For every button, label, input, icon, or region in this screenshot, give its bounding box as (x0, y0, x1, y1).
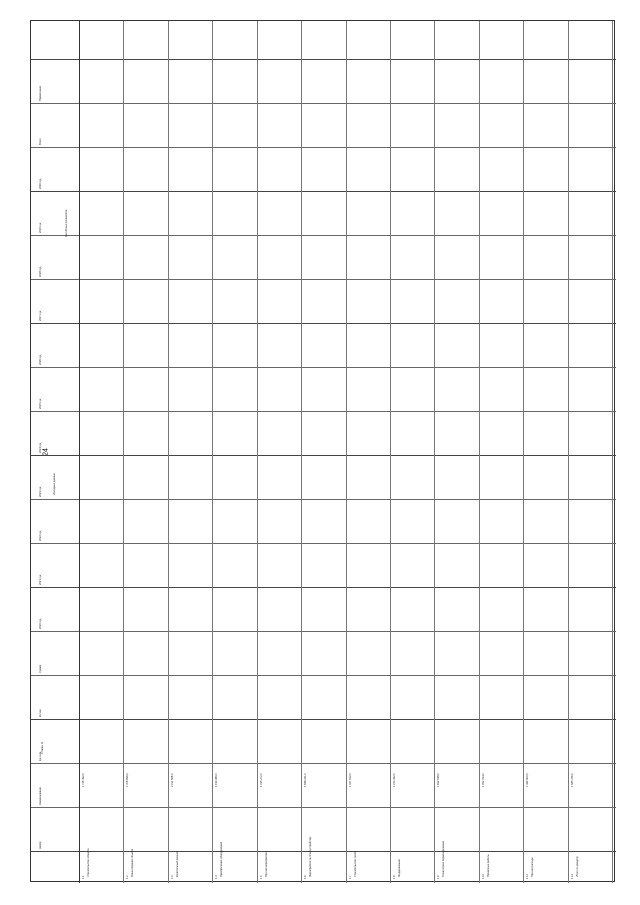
row-code: 1.4 (215, 875, 218, 879)
row-name: Проектные работы (487, 854, 490, 877)
table-column-divider (31, 851, 616, 852)
row-total: 1 315 272,0 (260, 773, 263, 787)
column-header-label: 2028 год (39, 266, 42, 277)
table-column-divider (31, 763, 616, 764)
row-total: 2 011 568,0 (171, 773, 174, 787)
row-code: 1.9 (437, 875, 440, 879)
column-header-label: Кол-во (39, 708, 42, 717)
column-header-label: 2025 год (39, 398, 42, 409)
table-column-divider (31, 587, 616, 588)
table-row-divider (168, 21, 169, 883)
row-code: 1.11 (526, 874, 529, 879)
row-total: 1 726 492,0 (82, 773, 85, 787)
row-name: Модернизация (398, 859, 401, 877)
page-number: 24 (42, 448, 50, 456)
table-column-divider (31, 191, 616, 192)
column-header-label: 2027 год (39, 310, 42, 321)
table-column-divider (31, 59, 616, 60)
column-header-label: Примечание (39, 85, 42, 101)
row-total: 1 848 221,0 (304, 773, 307, 787)
table-column-divider (31, 323, 616, 324)
table-column-divider (31, 807, 616, 808)
row-name: Строительство сетей (354, 851, 357, 877)
row-code: 1.5 (260, 875, 263, 879)
table-row-divider (346, 21, 347, 883)
table-row-divider (212, 21, 213, 883)
row-name: Прочие расходы (531, 857, 534, 877)
row-total: 1 193 480,0 (215, 773, 218, 787)
row-name: Реконструкция объекта (131, 848, 134, 877)
header-divider (79, 21, 80, 883)
row-total: 1 585 766,0 (571, 773, 574, 787)
table-row-divider (434, 21, 435, 883)
column-header-label: 2030 год (39, 178, 42, 189)
row-code: 1.2 (126, 875, 129, 879)
column-header-label: 2029 год (39, 222, 42, 233)
table-column-divider (31, 103, 616, 104)
column-header-label: 2022 год (39, 530, 42, 541)
header-group-label: Расчётные показатели (65, 209, 68, 237)
column-header-label: 2023 год (39, 486, 42, 497)
table-column-divider (31, 631, 616, 632)
table-column-divider (31, 411, 616, 412)
column-header-label: 2026 год (39, 354, 42, 365)
row-total: 1 210 432,0 (393, 773, 396, 787)
table-row-divider (390, 21, 391, 883)
table-column-divider (31, 675, 616, 676)
row-code: 1.12 (571, 873, 574, 879)
table-column-divider (31, 543, 616, 544)
table-row-divider (123, 21, 124, 883)
row-name: Техническое перевооружение (442, 840, 445, 877)
table-column-divider (31, 499, 616, 500)
column-header-label: 2021 год (39, 574, 42, 585)
row-name: Прочие мероприятия (265, 851, 268, 877)
row-total: 1 476 836,0 (126, 773, 129, 787)
table-column-divider (31, 279, 616, 280)
table-column-divider (31, 367, 616, 368)
column-header-label: Шифр (39, 841, 42, 849)
table-row-divider (479, 21, 480, 883)
row-code: 1.10 (482, 873, 485, 879)
table-row-divider (568, 21, 569, 883)
row-code: 1.7 (349, 875, 352, 879)
row-name: Мероприятия по благоустройству (309, 836, 312, 877)
row-name: Итого по разделу (576, 856, 579, 877)
header-group-label: Ставки, % (41, 741, 44, 754)
table-column-divider (31, 235, 616, 236)
row-code: 1.1 (82, 875, 85, 879)
table-row-divider (523, 21, 524, 883)
column-header-label: Наименование (39, 787, 42, 805)
row-name: Капитальный ремонт (176, 851, 179, 877)
table-row-divider (257, 21, 258, 883)
table-row-divider (612, 21, 613, 883)
column-header-label: 2020 год (39, 618, 42, 629)
table-column-divider (31, 719, 616, 720)
table-column-divider (31, 147, 616, 148)
rotated-data-table (30, 20, 615, 882)
header-group-label: Исходные данные (53, 473, 56, 496)
row-total: 1 442 900,0 (526, 773, 529, 787)
column-header-label: Всего (39, 138, 42, 145)
row-code: 1.3 (171, 875, 174, 879)
row-name: Приобретение оборудования (220, 841, 223, 877)
row-total: 1 052 314,0 (482, 773, 485, 787)
table-column-divider (31, 455, 616, 456)
row-name: Строительство объекта (87, 848, 90, 877)
column-header-label: Сумма (39, 664, 42, 673)
column-header-label: 2024 год (39, 442, 42, 453)
row-code: 1.6 (304, 875, 307, 879)
column-header-label: Ед. изм. (39, 751, 42, 761)
row-total: 1 327 612,0 (349, 773, 352, 787)
row-code: 1.8 (393, 875, 396, 879)
row-total: 1 632 048,0 (437, 773, 440, 787)
table-row-divider (301, 21, 302, 883)
